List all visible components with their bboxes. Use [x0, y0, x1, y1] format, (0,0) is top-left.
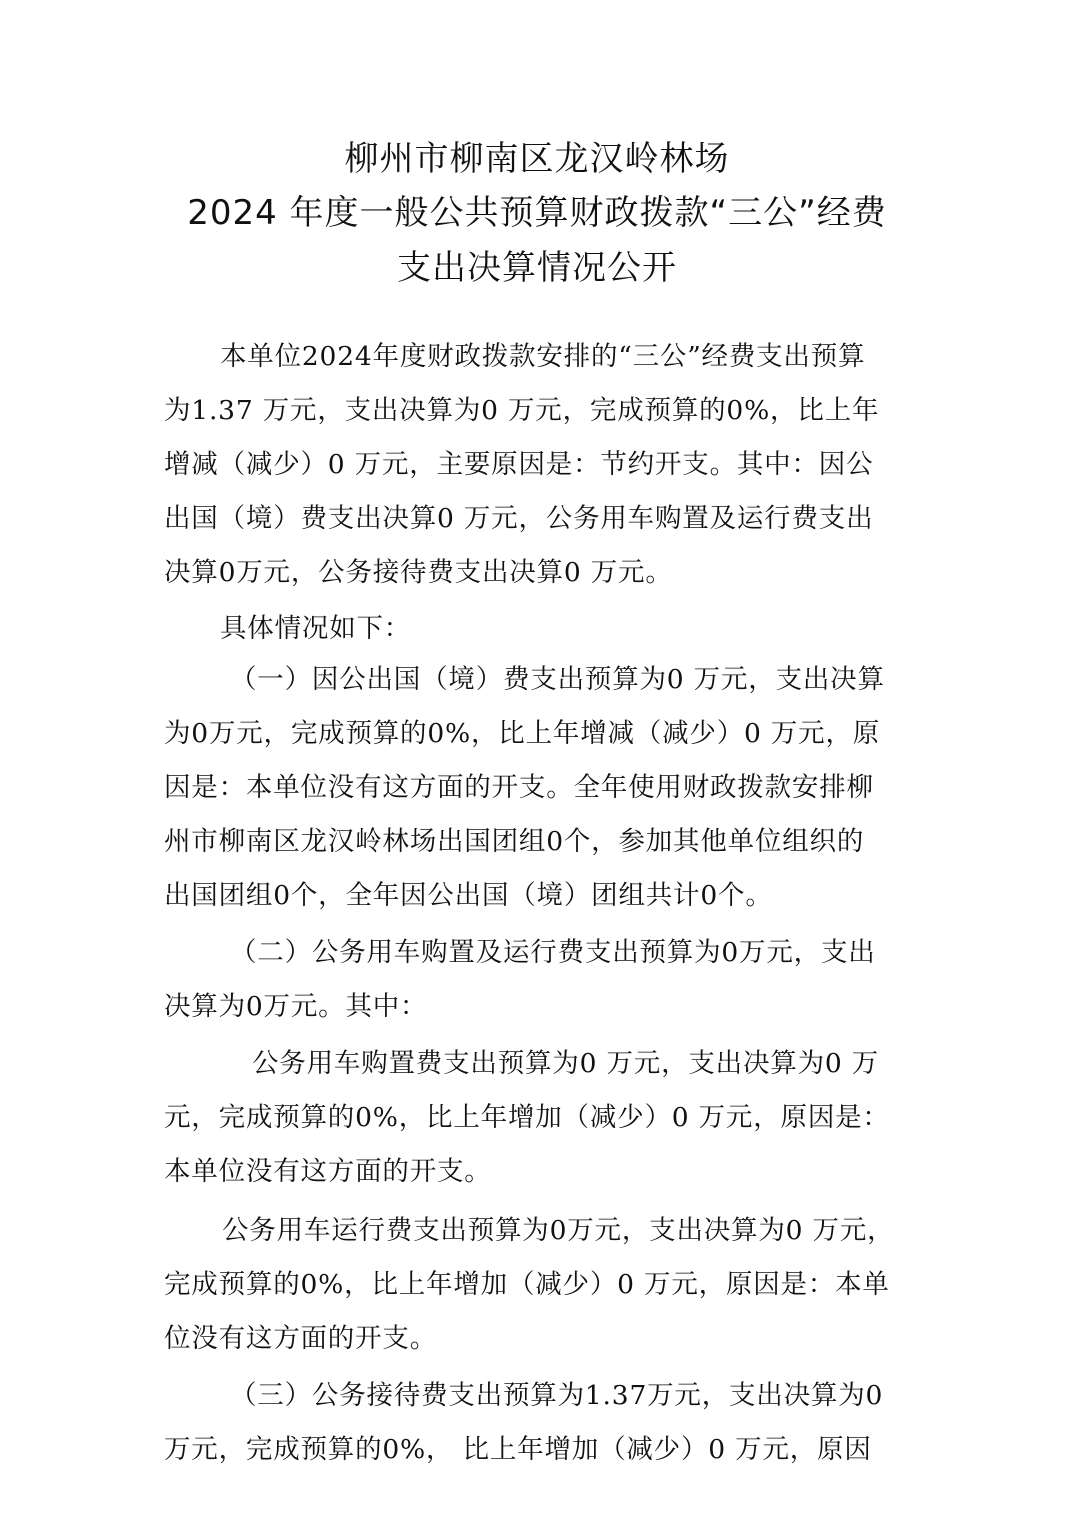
body-line: 元，完成预算的0%，比上年增加（减少）0 万元，原因是： — [164, 1102, 890, 1133]
body-line: 决算0万元，公务接待费支出决算0 万元。 — [164, 557, 673, 588]
body-line: 本单位没有这方面的开支。 — [164, 1156, 492, 1187]
body-line: （二）公务用车购置及运行费支出预算为0万元，支出 — [230, 937, 876, 968]
document-title-line-3: 支出决算情况公开 — [397, 248, 677, 288]
body-line: 公务用车购置费支出预算为0 万元，支出决算为0 万 — [252, 1048, 880, 1079]
document-title-line-2: 2024 年度一般公共预算财政拨款“三公”经费 — [187, 193, 887, 233]
body-line: 为0万元，完成预算的0%，比上年增减（减少）0 万元，原 — [164, 718, 881, 749]
body-line: 具体情况如下： — [220, 613, 412, 644]
body-line: （一）因公出国（境）费支出预算为0 万元，支出决算 — [230, 664, 885, 695]
body-line: 本单位2024年度财政拨款安排的“三公”经费支出预算 — [220, 341, 866, 372]
body-line: 公务用车运行费支出预算为0万元，支出决算为0 万元， — [222, 1215, 895, 1246]
body-line: 为1.37 万元，支出决算为0 万元，完成预算的0%，比上年 — [164, 395, 880, 426]
body-line: 增减（减少）0 万元，主要原因是：节约开支。其中：因公 — [164, 449, 874, 480]
body-line: 因是：本单位没有这方面的开支。全年使用财政拨款安排柳 — [164, 772, 874, 803]
body-line: （三）公务接待费支出预算为1.37万元，支出决算为0 — [230, 1380, 884, 1411]
body-line: 出国（境）费支出决算0 万元，公务用车购置及运行费支出 — [164, 503, 874, 534]
document-title-line-1: 柳州市柳南区龙汉岭林场 — [344, 139, 730, 179]
body-line: 位没有这方面的开支。 — [164, 1323, 437, 1354]
body-line: 万元，完成预算的0%， 比上年增加（减少）0 万元，原因 — [164, 1434, 872, 1465]
body-line: 州市柳南区龙汉岭林场出国团组0个，参加其他单位组织的 — [164, 826, 865, 857]
body-line: 出国团组0个，全年因公出国（境）团组共计0个。 — [164, 880, 773, 911]
body-line: 决算为0万元。其中： — [164, 991, 428, 1022]
body-line: 完成预算的0%，比上年增加（减少）0 万元，原因是：本单 — [164, 1269, 890, 1300]
